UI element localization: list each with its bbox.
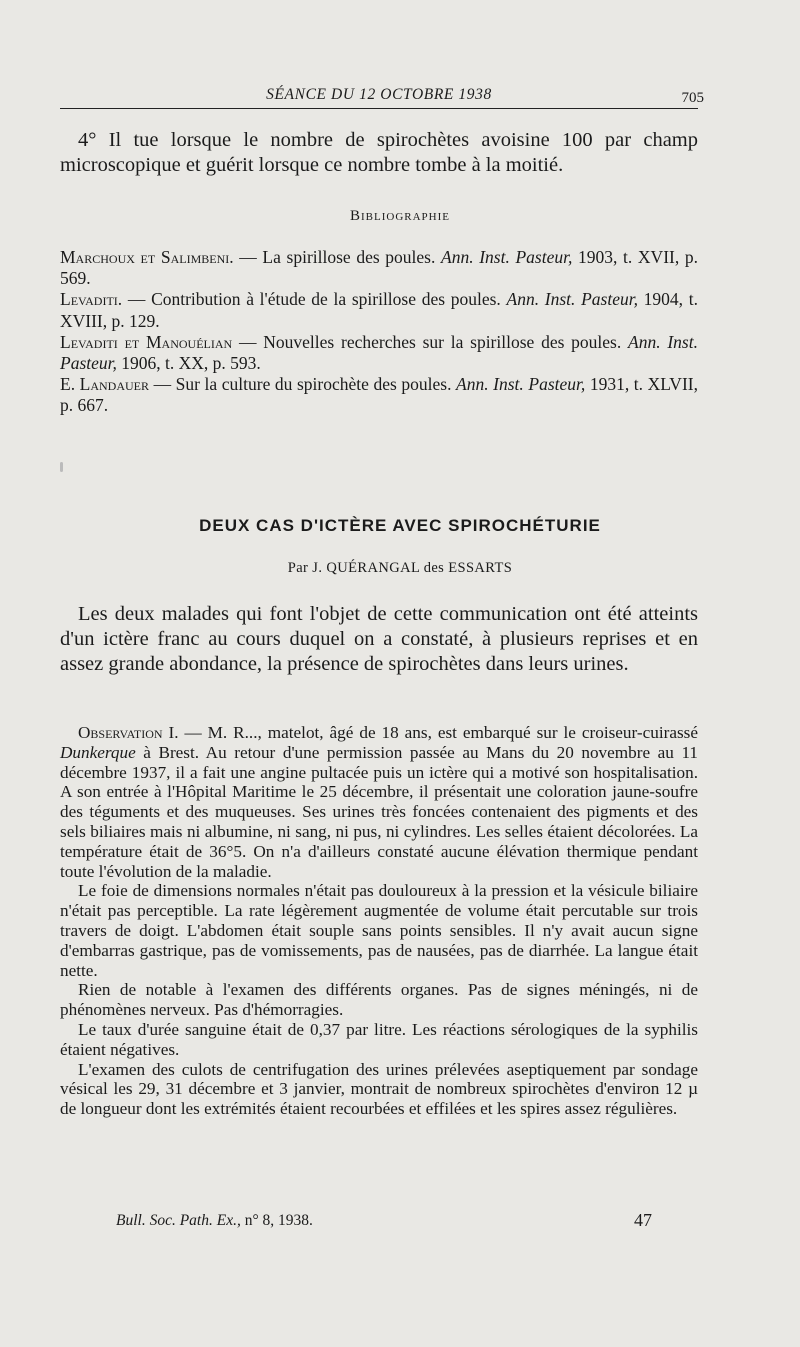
bib-ref: 1904, t. XVIII, p. 129. [60, 289, 698, 331]
bib-ref: 1906, t. XX, p. 593. [116, 353, 261, 374]
observation-body [60, 723, 698, 1119]
bibliography-heading: Bibliographie [350, 208, 450, 224]
footer-issue: n° 8, 1938. [240, 1212, 313, 1229]
paper-speck [60, 462, 63, 472]
page-number: 705 [681, 90, 704, 106]
signature-number: 47 [634, 1210, 652, 1230]
bib-text: — La spirillose des poules. [233, 247, 442, 267]
bib-authors: Levaditi. [60, 289, 123, 310]
bib-text: — Sur la culture du spirochète des poules. [149, 374, 457, 395]
running-head-title: SÉANCE DU 12 OCTOBRE 1938 [266, 86, 492, 103]
observation-text-a: — M. R..., matelot, âgé de 18 ans, est embarqué sur le croiseur-cuirassé [178, 723, 698, 742]
bib-text: — Contribution à l'étude de la spirillose des poules. [122, 289, 507, 310]
bib-ref: 1931, t. XLVII, p. 667. [60, 374, 698, 416]
bib-authors: Levaditi et Manouélian [60, 331, 233, 352]
observation-label: Observation I. [78, 723, 179, 742]
bib-journal: Ann. Inst. Pasteur, [60, 331, 698, 374]
body-paragraph: L'examen des culots de centrifugation des urines prélevées aseptiquement par sondage vésical les 29, 31 décembre et 3 janvier, montrait de nombreux spirochètes d'environ 12 µ de longueur dont les extrémités étaient recourbées et effilées et les spires assez régulières. [60, 1059, 698, 1119]
bibliography-entry [60, 332, 698, 374]
bib-journal: Ann. Inst. Pasteur, [506, 289, 638, 310]
article-byline: Par J. QUÉRANGAL des ESSARTS [287, 560, 513, 576]
body-paragraph: Rien de notable à l'examen des différents organes. Pas de signes méningés, ni de phénomènes nerveux. Pas d'hémorragies. [60, 980, 698, 1020]
article-title: DEUX CAS D'ICTÈRE AVEC SPIROCHÉTURIE [199, 516, 601, 535]
running-head [60, 84, 704, 109]
bibliography-entry [60, 247, 698, 289]
footer-journal: Bull. Soc. Path. Ex., [116, 1212, 241, 1229]
bibliography-entry [60, 374, 698, 416]
bib-authors: Marchoux et Salimbeni. [60, 247, 234, 267]
bibliography-list [60, 247, 698, 417]
footer-citation [116, 1212, 313, 1230]
bib-journal: Ann. Inst. Pasteur, [456, 374, 586, 395]
article-intro-paragraph: Les deux malades qui font l'objet de cette communication ont été atteints d'un ictère franc au cours duquel on a constaté, à plusieurs reprises et en assez grande abondance, la présence de spirochètes dans leurs urines. [60, 603, 698, 675]
bibliography-entry [60, 289, 698, 331]
ship-name: Dunkerque [60, 742, 136, 762]
bib-authors: E. Landauer [60, 374, 149, 395]
body-paragraph: Le foie de dimensions normales n'était pas douloureux à la pression et la vésicule biliaire n'était pas perceptible. La rate légèrement augmentée de volume était percutable sur trois travers de doigt. L'abdomen était souple sans points sensibles. Il n'y avait aucun signe d'embarras gastrique, pas de vomissements, pas de nausées, pas de diarrhée. La langue était nette. [60, 881, 698, 980]
body-paragraph: Le taux d'urée sanguine était de 0,37 par litre. Les réactions sérologiques de la syphilis étaient négatives. [60, 1019, 698, 1059]
bib-ref: 1903, t. XVII, p. 569. [60, 247, 698, 289]
bib-journal: Ann. Inst. Pasteur, [441, 247, 573, 267]
intro-continuation-paragraph: 4° Il tue lorsque le nombre de spirochètes avoisine 100 par champ microscopique et guérit lorsque ce nombre tombe à la moitié. [60, 129, 698, 176]
observation-text-b: à Brest. Au retour d'une permission passée au Mans du 20 novembre au 11 décembre 1937, il a fait une angine pultacée puis un ictère qui a motivé son hospitalisation. A son entrée à l'Hôpital Maritime le 25 décembre, il présentait une coloration jaune-soufre des téguments et des muqueuses. Ses urines très foncées contenaient des pigments et des sels biliaires mais ni albumine, ni sang, ni pus, ni cylindres. Les selles étaient décolorées. La température était de 36°5. On n'a d'ailleurs constaté aucune élévation thermique pendant toute l'évolution de la maladie. [60, 742, 698, 881]
observation-paragraph [60, 723, 698, 881]
bib-text: — Nouvelles recherches sur la spirillose des poules. [232, 331, 629, 352]
